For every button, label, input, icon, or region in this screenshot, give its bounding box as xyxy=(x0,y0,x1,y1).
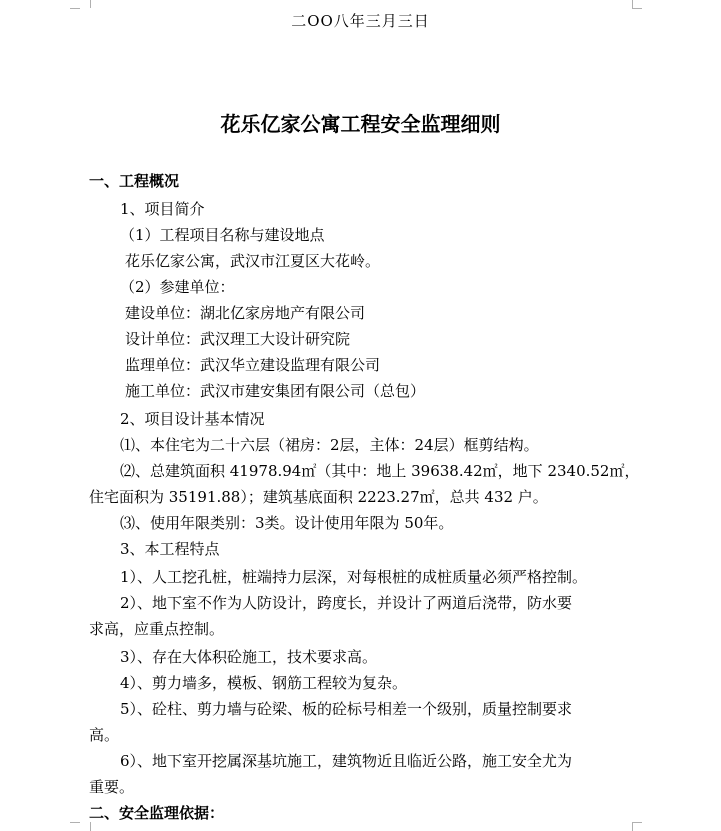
paragraph-line: 设计单位：武汉理工大设计研究院 xyxy=(125,330,351,348)
paragraph-line: 监理单位：武汉华立建设监理有限公司 xyxy=(125,356,381,374)
section-heading: 一、工程概况 xyxy=(89,172,180,190)
paragraph-line: 建设单位：湖北亿家房地产有限公司 xyxy=(125,304,366,322)
paragraph-line: 重要。 xyxy=(89,778,135,796)
paragraph-line: 求高，应重点控制。 xyxy=(89,620,225,638)
page-corner-mark xyxy=(632,0,643,8)
subsection-heading: 2、项目设计基本情况 xyxy=(120,410,265,428)
list-item: 4）、剪力墙多，模板、钢筋工程较为复杂。 xyxy=(120,674,408,692)
list-item: 2）、地下室不作为人防设计，跨度长，并设计了两道后浇带，防水要 xyxy=(120,594,573,612)
list-item: 3）、存在大体积砼施工，技术要求高。 xyxy=(120,648,378,666)
paragraph-line: 施工单位：武汉市建安集团有限公司（总包） xyxy=(125,382,426,400)
list-item: ⑵、总建筑面积 41978.94㎡（其中：地上 39638.42㎡，地下 2340.52㎡， xyxy=(120,462,640,480)
list-item: （2）参建单位： xyxy=(120,278,235,296)
document-title: 花乐亿家公寓工程安全监理细则 xyxy=(220,112,501,136)
paragraph-line: 高。 xyxy=(89,726,120,744)
section-heading: 二、安全监理依据： xyxy=(89,804,225,822)
list-item: 5）、砼柱、剪力墙与砼梁、板的砼标号相差一个级别，质量控制要求 xyxy=(120,700,573,718)
list-item: 1）、人工挖孔桩，桩端持力层深，对每根桩的成桩质量必须严格控制。 xyxy=(120,568,588,586)
page-corner-mark xyxy=(80,0,91,8)
subsection-heading: 1、项目简介 xyxy=(120,200,205,218)
list-item: ⑶、使用年限类别：3类。设计使用年限为 50年。 xyxy=(120,514,454,532)
page-corner-mark xyxy=(632,822,642,823)
page-corner-mark xyxy=(70,822,80,823)
document-date: 二OO八年三月三日 xyxy=(291,12,430,30)
page-corner-mark xyxy=(632,822,643,831)
list-item: ⑴、本住宅为二十六层（裙房：2层，主体：24层）框剪结构。 xyxy=(120,436,539,454)
page-corner-mark xyxy=(70,8,80,9)
paragraph-line: 花乐亿家公寓，武汉市江夏区大花岭。 xyxy=(125,252,381,270)
paragraph-line: 住宅面积为 35191.88）；建筑基底面积 2223.27㎡，总共 432 户。 xyxy=(89,488,548,506)
subsection-heading: 3、本工程特点 xyxy=(120,540,220,558)
page-corner-mark xyxy=(632,8,642,9)
list-item: 6）、地下室开挖属深基坑施工，建筑物近且临近公路，施工安全尤为 xyxy=(120,752,573,770)
list-item: （1）工程项目名称与建设地点 xyxy=(120,226,325,244)
